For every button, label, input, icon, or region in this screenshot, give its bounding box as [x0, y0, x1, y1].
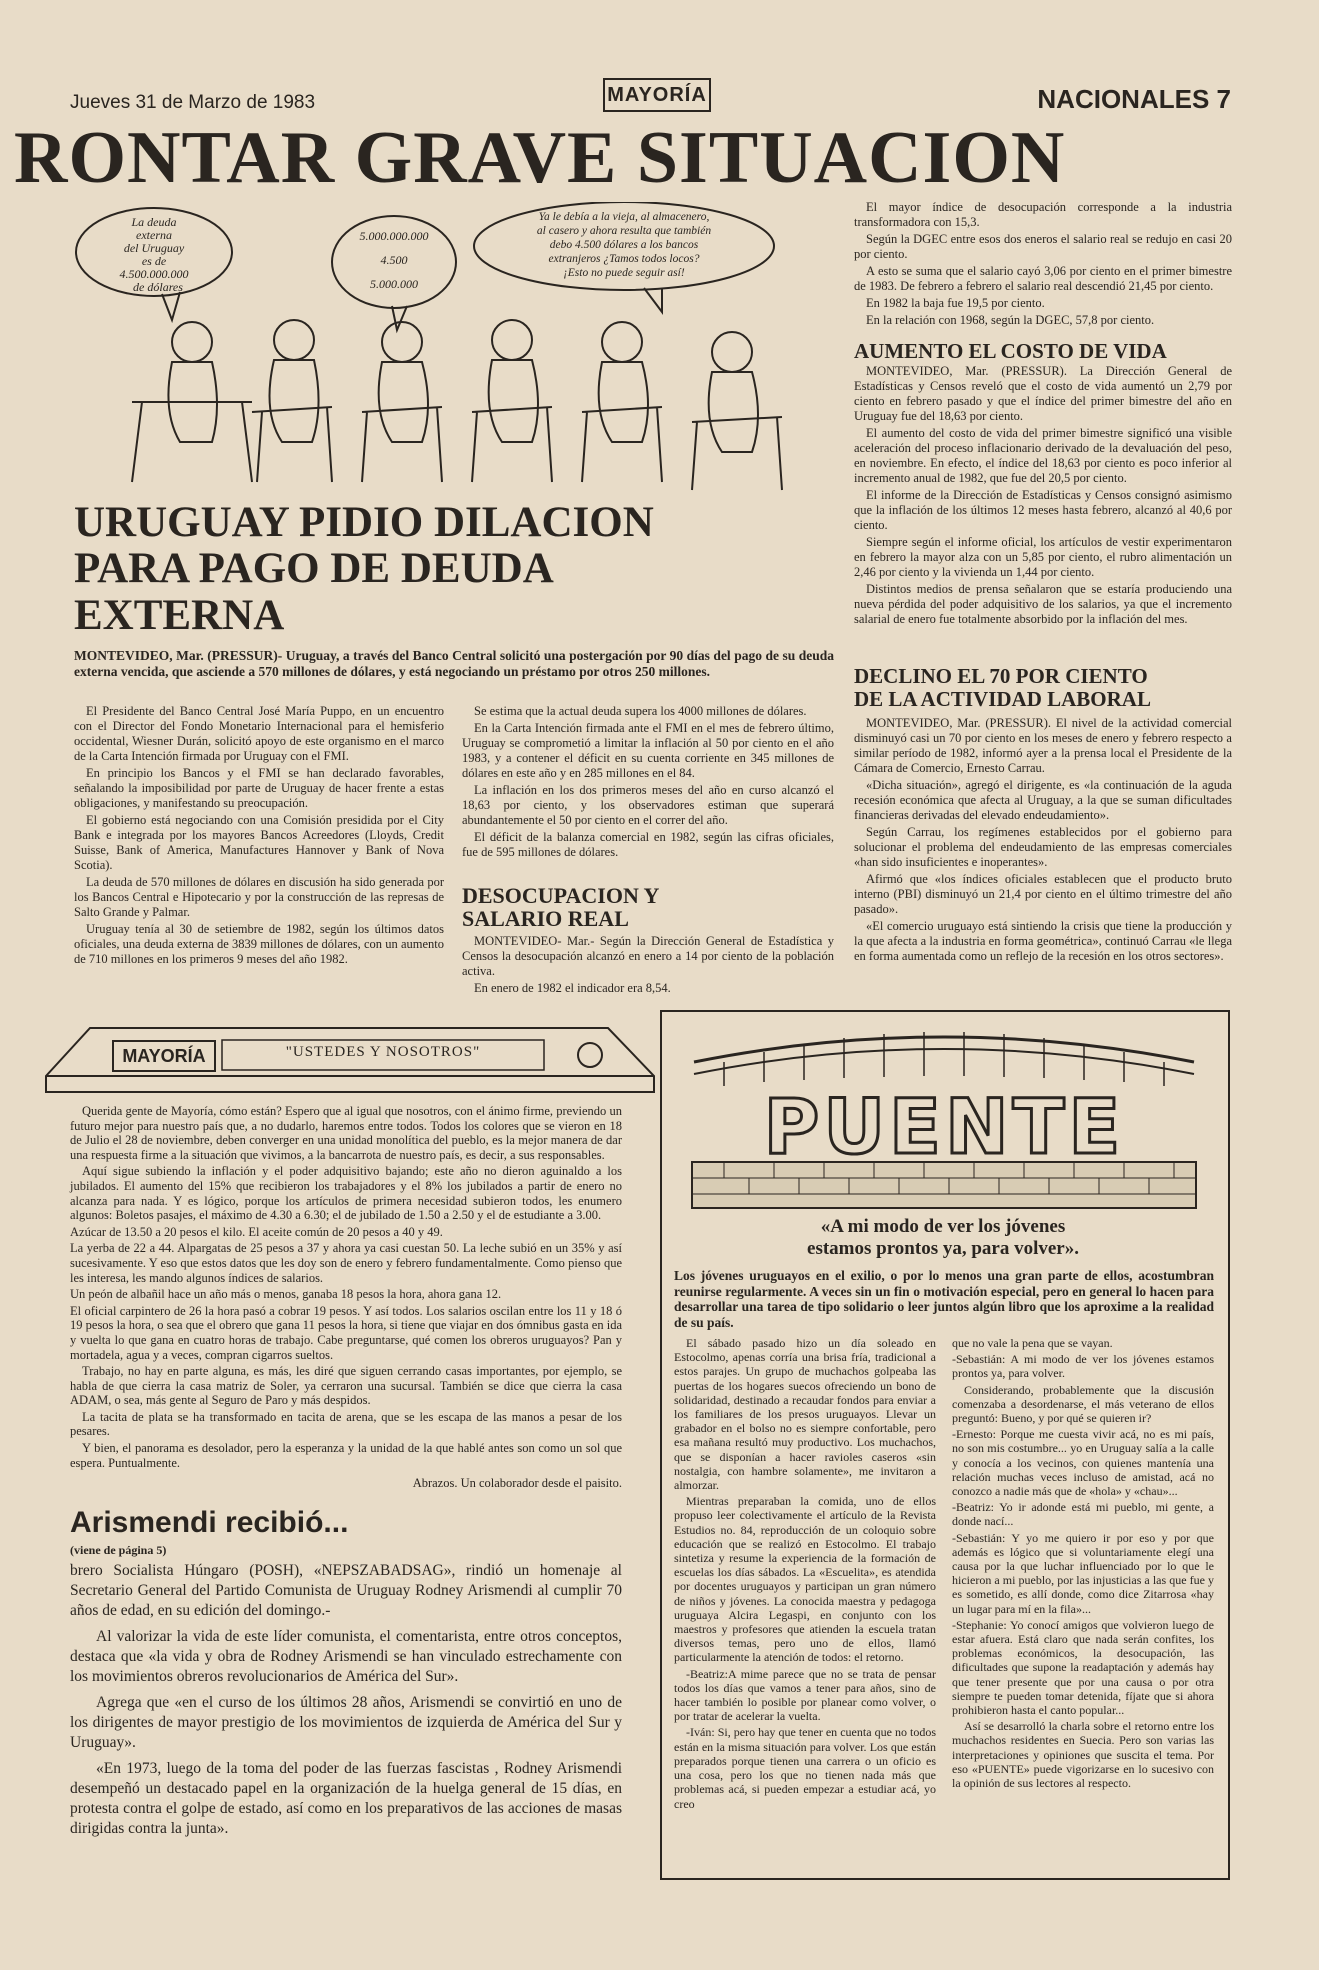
bubble-3-line: debo 4.500 dólares a los bancos — [549, 239, 699, 251]
main-article-lead: MONTEVIDEO, Mar. (PRESSUR)- Uruguay, a través del Banco Central solicitó una postergación por 90 días del pago de su deuda externa vencida, que asciende a 570 millones de dólares, y está negociando un préstamo por otros 250 millones. — [74, 648, 834, 679]
paragraph: Querida gente de Mayoría, cómo están? Espero que al igual que nosotros, con el ánimo firme, previendo un futuro mejor para nuestro país que, a no dudarlo, haremos entre todos. Todos los colores que se vieron en 18 de Julio el 28 de noviembre, deben converger en una unidad monolítica del pueblo, es la mejor manera de dar una respuesta firme a la situación que vivimos, a la bancarrota de nuestro país, es decir, a sus responsables. — [70, 1104, 622, 1162]
paragraph: Distintos medios de prensa señalaron que se estaría produciendo una nueva pérdida del poder adquisitivo de los salarios, ya que el incremento salarial de enero fue totalmente absorbido por la inflación del mes. — [854, 582, 1232, 626]
paragraph: Trabajo, no hay en parte alguna, es más, les diré que siguen cerrando casas importantes, por ejemplo, se habla de que cierra la casa matriz de Soler, ya cerraron una sucursal. También se dice que cierra la casa ADAM, o sea, más gente al Seguro de Paro y más despidos. — [70, 1364, 622, 1408]
postal-horn-icon — [578, 1043, 602, 1067]
paragraph: brero Socialista Húngaro (POSH), «NEPSZABADSAG», rindió un homenaje al Secretario General del Partido Comunista de Uruguay Rodney Arismendi al cumplir 70 años de edad, en su edición del domingo.- — [70, 1562, 622, 1619]
costo-vida-body — [854, 364, 1232, 629]
title-line: PARA PAGO DE DEUDA — [74, 545, 554, 593]
title-line: SALARIO REAL — [462, 906, 629, 931]
paragraph: Un peón de albañil hace un año más o menos, ganaba 18 pesos la hora, ahora gana 12. — [70, 1287, 502, 1302]
quote-line: «A mi modo de ver los jóvenes — [820, 1216, 1066, 1237]
desocupacion-title — [462, 884, 834, 930]
paragraph: «Dicha situación», agregó el dirigente, es «la continuación de la aguda recesión económica que afecta al Uruguay, a la que se suman dificultades financieras derivadas del elevado endeudamiento». — [854, 778, 1232, 822]
arismendi-body — [70, 1561, 622, 1845]
bubble-1-line: La deuda — [131, 215, 177, 229]
signature: Abrazos. Un colaborador desde el paisito. — [412, 1476, 622, 1491]
puente-quote — [680, 1216, 1206, 1260]
paragraph: A esto se suma que el salario cayó 3,06 por ciento en el primer bimestre de 1983. De febrero a febrero el salario real descendió 21,45 por ciento. — [854, 264, 1232, 293]
paragraph: Uruguay tenía al 30 de setiembre de 1982, según los últimos datos oficiales, una deuda externa de 3839 millones de dólares, con un aumento de 710 millones en los primeros 9 meses del año 1982. — [74, 922, 444, 966]
paragraph: En enero de 1982 el indicador era 8,54. — [474, 981, 671, 995]
paragraph: La deuda de 570 millones de dólares en discusión ha sido generada por los Bancos Central e Hipotecario y por la construcción de las represas de Salto Grande y Palmar. — [74, 875, 444, 919]
arismendi-continuation: (viene de página 5) — [70, 1543, 167, 1557]
paragraph: -Stephanie: Yo conocí amigos que volvieron luego de estar afuera. Está claro que nada serán confites, los problemas económicos, la desocupación, las dificultades que supone la readaptación y además hay que tener presente que por una causa o por otra siempre te pueden tomar detenida, fíjate que si ahora prohibieron hasta el canto popular... — [952, 1617, 1214, 1718]
paragraph: El informe de la Dirección de Estadísticas y Censos consignó asimismo que la inflación de los últimos 12 meses hasta febrero, alcanzó al 40,6 por ciento. — [854, 488, 1232, 532]
ustedes-nosotros-banner — [42, 1020, 658, 1100]
bubble-3-line: ¡Esto no puede seguir así! — [563, 267, 685, 279]
paragraph: El mayor índice de desocupación corresponde a la industria transformadora con 15,3. — [854, 200, 1232, 229]
puente-wordmark: PUENTE — [763, 1082, 1125, 1171]
paragraph: Según Carrau, los regímenes establecidos por el gobierno para solucionar el problema del endeudamiento de las empresas comerciales «han sido insuficientes e inoperantes». — [854, 825, 1232, 869]
paragraph: En 1982 la baja fue 19,5 por ciento. — [866, 296, 1045, 310]
bubble-3-line: al casero y ahora resulta que también — [536, 225, 712, 237]
paragraph: -Beatriz:A mime parece que no se trata de pensar todos los días que vamos a tener para años, sino de hacer también lo posible por planear como volver, o por tratar de acelerar la vuelta. — [674, 1666, 936, 1724]
paragraph: La inflación en los dos primeros meses del año en curso alcanzó el 18,63 por ciento, y los observadores estiman que superará abundantemente el 50 por ciento en el correr del año. — [462, 783, 834, 827]
paragraph: -Iván: Si, pero hay que tener en cuenta que no todos están en la misma situación para volver. Los que están preparados porque tienen una carrera o un oficio es una cosa, pero los que no tienen nada más que problemas acá, si pueden empezar a estudiar acá, yo creo — [674, 1725, 936, 1811]
bubble-2-line: 5.000.000.000 — [359, 229, 429, 243]
section-header — [1037, 84, 1231, 115]
puente-col-1 — [674, 1336, 936, 1813]
page-number: 7 — [1216, 84, 1231, 114]
bubble-1-line: de dólares — [133, 280, 183, 294]
paragraph: Aquí sigue subiendo la inflación y el poder adquisitivo bajando; este año no dieron aguinaldo a los jubilados. El aumento del 15% que recibieron los trabajadores y el 8% los jubilados a partir de enero no alcanza para nada. Y es lógico, porque los artículos de primera necesidad subieron todos, les enumero algunos: Boletos pasajes, el máximo de 4.30 a 6.30; el de jubilado de 1.50 a 2.50 y el de estudiante a 3.00. — [70, 1164, 622, 1223]
bubble-1-line: 4.500.000.000 — [119, 267, 189, 281]
paragraph: Azúcar de 13.50 a 20 pesos el kilo. El aceite común de 20 pesos a 40 y 49. — [70, 1224, 443, 1239]
cartoon-illustration — [62, 202, 852, 497]
paragraph: El sábado pasado hizo un día soleado en Estocolmo, apenas corría una brisa fría, tradicional a estos parajes. Un grupo de muchachos golpeaba las puertas de los hogares suecos ofreciendo un bono de solidaridad, destinado a recaudar fondos para enviar a los familiares de los presos uruguayos. Llevar un grabador en el bolso no es siempre confortable, pero esa mañana resultó muy productivo. Los muchachos, que se disponían a hacer ravioles caseros «sin nostalgia, con hambre solamente», me invitaron a almorzar. — [674, 1336, 936, 1493]
paragraph: Siempre según el informe oficial, los artículos de vestir experimentaron en febrero la mayor alza con un 5,85 por ciento, el rubro alimentación un 2,46 por ciento y la vivienda un 1,44 por ciento. — [854, 535, 1232, 579]
title-line: DECLINO EL 70 POR CIENTO — [854, 664, 1148, 688]
title-line: DESOCUPACION Y — [462, 883, 660, 908]
paragraph: Agrega que «en el curso de los últimos 28 años, Arismendi se convirtió en uno de los dirigentes de mayor prestigio de los movimientos de izquierda de América del Sur y Uruguay». — [70, 1694, 622, 1751]
bubble-3-line: extranjeros ¿Tamos todos locos? — [548, 253, 700, 265]
title-line: URUGUAY PIDIO DILACION — [74, 499, 654, 546]
paragraph: El Presidente del Banco Central José María Puppo, en un encuentro con el Director del Fondo Monetario Internacional para el hemisferio occidental, Wiesner Durán, solicitó apoyo de este organismo en el marco de la Carta Intención firmada por Uruguay con el FMI. — [74, 704, 444, 763]
paragraph: -Beatriz: Yo ir adonde está mi pueblo, mi gente, a donde nací... — [952, 1500, 1214, 1529]
quote-line: estamos prontos ya, para volver». — [807, 1238, 1079, 1259]
paragraph: -Ernesto: Porque me cuesta vivir acá, no es mi país, no son mis costumbre... yo en Uruguay salía a la calle y conocía a los vecinos, con quienes mantenía una relación muchas veces incluso de amistad, acá no conozco a nadie más que de «hola» y «chau»... — [952, 1427, 1214, 1499]
desocupacion-continued — [854, 200, 1232, 330]
paragraph: MONTEVIDEO, Mar. (PRESSUR). El nivel de la actividad comercial disminuyó casi un 70 por ciento en los meses de enero y febrero respecto a similar período de 1982, informó ayer a la prensa local el Presidente de la Cámara de Comercio, Ernesto Carrau. — [854, 716, 1232, 775]
main-article-col-2 — [462, 704, 834, 862]
bubble-1-line: externa — [136, 228, 172, 242]
paragraph: Mientras preparaban la comida, uno de ellos propuso leer colectivamente el artículo de la Revista Estudios no. 84, reproducción de un coloquio sobre educación que se realizó en Estocolmo. El trabajo sintetiza y resume la experiencia de la formación de escuelas los días sábados. La «Escuelita», es atendida por docentes uruguayos y participan un gran número de niños y jóvenes. La conocida maestra y pedagoga uruguaya Alcira Legaspi, en conjunto con los maestros y profesores que atienden la escuela tratan diversos temas, pero uno de ellos, llamó particularmente la atención de todos: el retorno. — [674, 1494, 936, 1665]
paragraph: «En 1973, luego de la toma del poder de las fuerzas fascistas , Rodney Arismendi desempeñó un destacado papel en la organización de la huelga general de 15 días, en protesta contra el golpe de estado, así como en los preparativos de las acciones de masas dirigidas contra la junta». — [70, 1760, 622, 1837]
paragraph: El déficit de la balanza comercial en 1982, según las cifras oficiales, fue de 595 millones de dólares. — [462, 830, 834, 859]
bubble-2-text — [360, 229, 429, 291]
paragraph: El oficial carpintero de 26 la hora pasó a cobrar 19 pesos. Y así todos. Los salarios oscilan entre los 11 y 18 ó 19 pesos la hora, o sea que el obrero que gana 11 pesos la hora, si tiene que viajar en dos ómnibus gasta en ida y vuelta lo que gana en cuatro horas de trabajo. Cabe preguntarse, qué comen los obreros uruguayos? Pan y mortadela, agua y a veces, compran cigarros sueltos. — [70, 1303, 622, 1362]
paragraph: Al valorizar la vida de este líder comunista, el comentarista, entre otros conceptos, destaca que «la vida y obra de Rodney Arismendi se han vinculado estrechamente con los movimientos obreros revolucionarios de América del Sur». — [70, 1628, 622, 1685]
ustedes-body — [70, 1104, 622, 1493]
bubble-2-line: 5.000.000 — [370, 277, 418, 291]
banner-logo: MAYORÍA — [112, 1040, 216, 1072]
bubble-2-line: 4.500 — [380, 253, 408, 267]
paragraph: En la Carta Intención firmada ante el FMI en el mes de febrero último, Uruguay se comprometió a limitar la inflación al 50 por ciento en el año 1983, y a contener el déficit en su cuenta corriente en 345 millones de dólares en este año y en 285 millones en el 84. — [462, 721, 834, 780]
desocupacion-body — [462, 934, 834, 998]
declino-body — [854, 716, 1232, 966]
page-headline: RONTAR GRAVE SITUACION — [14, 117, 1066, 199]
puente-lead: Los jóvenes uruguayos en el exilio, o por lo menos una gran parte de ellos, acostumbran reunirse regularmente. A veces sin un fin o motivación especial, pero en general lo hacen para desarrollar una tarea de tipo solidario o leer juntos algún libro que los aproxime a la realidad de su país. — [674, 1268, 1214, 1330]
paragraph: Considerando, probablemente que la discusión comenzaba a desordenarse, el más veterano de ellos preguntó: Bueno, y por qué se quieren ir? — [952, 1382, 1214, 1426]
cartoon-drawing — [62, 202, 852, 497]
title-line: DE LA ACTIVIDAD LABORAL — [854, 687, 1151, 711]
main-article-col-1 — [74, 704, 444, 969]
puente-logo — [684, 1022, 1204, 1212]
section-name: NACIONALES — [1037, 84, 1210, 114]
paragraph: -Sebastián: A mi modo de ver los jóvenes estamos prontos ya, para volver. — [952, 1352, 1214, 1381]
paragraph: Según la DGEC entre esos dos eneros el salario real se redujo en casi 20 por ciento. — [854, 232, 1232, 261]
paragraph: El gobierno está negociando con una Comisión presidida por el City Bank e integrada por los mayores Bancos Acreedores (Lloyds, Credit Suisse, Bank of America, Manufactures Hannover y Bank of Nova Scotia). — [74, 813, 444, 872]
newspaper-logo: MAYORÍA — [603, 78, 711, 112]
title-line: EXTERNA — [74, 591, 285, 639]
cartoon-figures — [132, 320, 782, 490]
paragraph: -Sebastián: Y yo me quiero ir por eso y por que además es lógico que si voluntariamente elegí una causa por la que luchar influenciado por lo que le hicieron a mi pueblo, por las injusticias a las que fue y es sometido, es allí donde, como dice Zitarrosa «hay un lugar para mí en la fila»... — [952, 1530, 1214, 1616]
paragraph: MONTEVIDEO- Mar.- Según la Dirección General de Estadística y Censos la desocupación alcanzó en enero a 14 por ciento de la población activa. — [462, 934, 834, 978]
paragraph: La tacita de plata se ha transformado en tacita de arena, que se les escapa de las manos a pesar de los pesares. — [70, 1409, 622, 1439]
main-article-title — [74, 500, 714, 639]
paragraph: En principio los Bancos y el FMI se han declarado favorables, señalando la imposibilidad por parte de Uruguay de hacer frente a estas obligaciones, y manifestando su preocupación. — [74, 766, 444, 810]
paragraph: El aumento del costo de vida del primer bimestre significó una visible aceleración del proceso inflacionario derivado de la devaluación del peso, en noviembre. En efecto, el índice del 18,63 por ciento es poco inferior al incremento anual de 1982, que fue del 20,5 por ciento. — [854, 426, 1232, 485]
arismendi-title: Arismendi recibió... — [70, 1506, 349, 1539]
paragraph: Así se desarrolló la charla sobre el retorno entre los muchachos residentes en Suecia. Pero son varias las interpretaciones y opiniones que suscita el tema. Por eso «PUENTE» puede vigorizarse en lo sucesivo con la opinión de sus lectores al respecto. — [952, 1719, 1214, 1791]
bubble-3-text — [537, 211, 711, 279]
declino-title — [854, 665, 1232, 711]
paragraph: Afirmó que «los índices oficiales establecen que el producto bruto interno (PBI) disminuyó un 21,4 por ciento en el último trimestre del año pasado». — [854, 872, 1232, 916]
bubble-1-text — [120, 215, 189, 294]
paragraph: En la relación con 1968, según la DGEC, 57,8 por ciento. — [866, 313, 1155, 327]
bubble-1-line: es de — [141, 254, 167, 268]
puente-col-2 — [952, 1336, 1214, 1792]
paragraph: «El comercio uruguayo está sintiendo la crisis que tiene la producción y la que afecta a la industria en forma geométrica», continuó Carrau «le llega en forma aumentada como un reflejo de la recesión en los otros sectores». — [854, 919, 1232, 963]
issue-date: Jueves 31 de Marzo de 1983 — [70, 92, 316, 113]
bubble-1-line: del Uruguay — [123, 241, 185, 255]
bubble-3-line: Ya le debía a la vieja, al almacenero, — [538, 211, 710, 223]
costo-vida-title: AUMENTO EL COSTO DE VIDA — [854, 339, 1167, 363]
paragraph: que no vale la pena que se vayan. — [952, 1336, 1113, 1350]
banner-label: "USTEDES Y NOSOTROS" — [285, 1044, 481, 1060]
paragraph: La yerba de 22 a 44. Alpargatas de 25 pesos a 37 y ahora ya casi cuestan 50. La leche subió en un 35% y así sucesivamente. Y eso que estos datos que les doy son de enero y febrero fundamentalmente. Como pienso que les interesa, les mando algunos índices de salarios. — [70, 1241, 622, 1285]
paragraph: Y bien, el panorama es desolador, pero la esperanza y la unidad de la que hablé antes son como un sol que espera. Puntualmente. — [70, 1441, 622, 1470]
paragraph: Se estima que la actual deuda supera los 4000 millones de dólares. — [474, 704, 807, 718]
paragraph: MONTEVIDEO, Mar. (PRESSUR). La Dirección General de Estadísticas y Censos reveló que el costo de vida aumentó un 2,79 por ciento en febrero pasado y que el índice del primer bimestre del año en Uruguay fue del 18,63 por ciento. — [854, 364, 1232, 423]
